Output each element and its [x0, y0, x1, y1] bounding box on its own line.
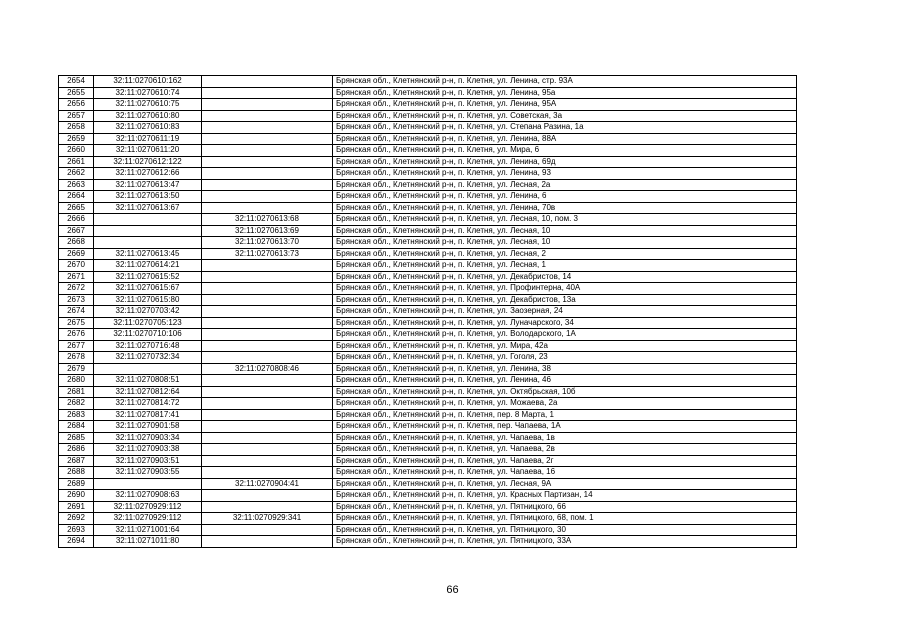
related-cadastral-number-cell — [202, 432, 333, 444]
registry-table — [58, 75, 797, 548]
table-row — [59, 214, 797, 226]
address-cell: Брянская обл., Клетнянский р-н, п. Клетня, ул. Пятницкого, 30 — [333, 524, 797, 536]
cadastral-number-cell — [94, 225, 202, 237]
cadastral-number-cell: 32:11:0270703:42 — [94, 306, 202, 318]
table-row — [59, 398, 797, 410]
related-cadastral-number-cell — [202, 76, 333, 88]
row-number-cell: 2673 — [59, 294, 94, 306]
address-cell: Брянская обл., Клетнянский р-н, п. Клетня, пер. Чапаева, 1А — [333, 421, 797, 433]
related-cadastral-number-cell — [202, 168, 333, 180]
related-cadastral-number-cell — [202, 490, 333, 502]
cadastral-number-cell: 32:11:0270615:67 — [94, 283, 202, 295]
related-cadastral-number-cell — [202, 156, 333, 168]
cadastral-number-cell: 32:11:0270610:162 — [94, 76, 202, 88]
cadastral-number-cell: 32:11:0270610:80 — [94, 110, 202, 122]
cadastral-number-cell: 32:11:0270808:51 — [94, 375, 202, 387]
cadastral-number-cell: 32:11:0270613:50 — [94, 191, 202, 203]
cadastral-number-cell: 32:11:0270610:75 — [94, 99, 202, 111]
address-cell: Брянская обл., Клетнянский р-н, п. Клетня, ул. Лесная, 2а — [333, 179, 797, 191]
row-number-cell: 2675 — [59, 317, 94, 329]
table-row — [59, 432, 797, 444]
address-cell: Брянская обл., Клетнянский р-н, п. Клетня, ул. Луначарского, 34 — [333, 317, 797, 329]
table-row — [59, 478, 797, 490]
address-cell: Брянская обл., Клетнянский р-н, п. Клетня, ул. Заозерная, 24 — [333, 306, 797, 318]
cadastral-number-cell: 32:11:0270812:64 — [94, 386, 202, 398]
table-row — [59, 156, 797, 168]
cadastral-number-cell: 32:11:0270611:20 — [94, 145, 202, 157]
address-cell: Брянская обл., Клетнянский р-н, п. Клетня, ул. Мира, 42а — [333, 340, 797, 352]
related-cadastral-number-cell — [202, 455, 333, 467]
cadastral-number-cell — [94, 363, 202, 375]
related-cadastral-number-cell — [202, 444, 333, 456]
related-cadastral-number-cell — [202, 306, 333, 318]
related-cadastral-number-cell — [202, 294, 333, 306]
cadastral-number-cell: 32:11:0270710:106 — [94, 329, 202, 341]
cadastral-number-cell: 32:11:0270903:34 — [94, 432, 202, 444]
table-row — [59, 352, 797, 364]
table-row — [59, 283, 797, 295]
page-number: 66 — [446, 584, 459, 596]
address-cell: Брянская обл., Клетнянский р-н, п. Клетня, ул. Можаева, 2а — [333, 398, 797, 410]
table-row — [59, 122, 797, 134]
cadastral-number-cell — [94, 237, 202, 249]
row-number-cell: 2693 — [59, 524, 94, 536]
row-number-cell: 2691 — [59, 501, 94, 513]
related-cadastral-number-cell — [202, 536, 333, 548]
table-row — [59, 179, 797, 191]
address-cell: Брянская обл., Клетнянский р-н, п. Клетня, ул. Октябрьская, 10б — [333, 386, 797, 398]
table-row — [59, 76, 797, 88]
row-number-cell: 2678 — [59, 352, 94, 364]
related-cadastral-number-cell — [202, 409, 333, 421]
cadastral-number-cell — [94, 478, 202, 490]
row-number-cell: 2659 — [59, 133, 94, 145]
related-cadastral-number-cell — [202, 145, 333, 157]
related-cadastral-number-cell — [202, 260, 333, 272]
address-cell: Брянская обл., Клетнянский р-н, п. Клетня, ул. Ленина, 38 — [333, 363, 797, 375]
row-number-cell: 2683 — [59, 409, 94, 421]
cadastral-number-cell: 32:11:0270901:58 — [94, 421, 202, 433]
table-row — [59, 421, 797, 433]
address-cell: Брянская обл., Клетнянский р-н, п. Клетня, ул. Ленина, 95А — [333, 99, 797, 111]
cadastral-number-cell: 32:11:0270613:47 — [94, 179, 202, 191]
table-row — [59, 294, 797, 306]
table-row — [59, 145, 797, 157]
table-row — [59, 329, 797, 341]
related-cadastral-number-cell — [202, 524, 333, 536]
address-cell: Брянская обл., Клетнянский р-н, п. Клетня, ул. Ленина, 88А — [333, 133, 797, 145]
related-cadastral-number-cell — [202, 375, 333, 387]
cadastral-number-cell — [94, 214, 202, 226]
cadastral-number-cell: 32:11:0270611:19 — [94, 133, 202, 145]
table-row — [59, 99, 797, 111]
table-row — [59, 340, 797, 352]
address-cell: Брянская обл., Клетнянский р-н, п. Клетня, ул. Мира, 6 — [333, 145, 797, 157]
related-cadastral-number-cell — [202, 202, 333, 214]
table-row — [59, 490, 797, 502]
address-cell: Брянская обл., Клетнянский р-н, п. Клетня, ул. Чапаева, 16 — [333, 467, 797, 479]
cadastral-number-cell: 32:11:0270929:112 — [94, 501, 202, 513]
cadastral-number-cell: 32:11:0271011:80 — [94, 536, 202, 548]
table-row — [59, 375, 797, 387]
table-row — [59, 455, 797, 467]
cadastral-number-cell: 32:11:0270817:41 — [94, 409, 202, 421]
related-cadastral-number-cell — [202, 340, 333, 352]
related-cadastral-number-cell: 32:11:0270613:69 — [202, 225, 333, 237]
row-number-cell: 2692 — [59, 513, 94, 525]
row-number-cell: 2676 — [59, 329, 94, 341]
cadastral-number-cell: 32:11:0270615:80 — [94, 294, 202, 306]
row-number-cell: 2686 — [59, 444, 94, 456]
related-cadastral-number-cell — [202, 421, 333, 433]
address-cell: Брянская обл., Клетнянский р-н, п. Клетня, ул. Володарского, 1А — [333, 329, 797, 341]
address-cell: Брянская обл., Клетнянский р-н, п. Клетня, ул. Чапаева, 2г — [333, 455, 797, 467]
cadastral-number-cell: 32:11:0270716:48 — [94, 340, 202, 352]
address-cell: Брянская обл., Клетнянский р-н, п. Клетня, ул. Декабристов, 14 — [333, 271, 797, 283]
table-row — [59, 248, 797, 260]
related-cadastral-number-cell — [202, 467, 333, 479]
table-row — [59, 409, 797, 421]
row-number-cell: 2669 — [59, 248, 94, 260]
registry-table-body — [59, 76, 797, 548]
related-cadastral-number-cell — [202, 110, 333, 122]
row-number-cell: 2694 — [59, 536, 94, 548]
related-cadastral-number-cell — [202, 501, 333, 513]
row-number-cell: 2681 — [59, 386, 94, 398]
cadastral-number-cell: 32:11:0270903:55 — [94, 467, 202, 479]
cadastral-number-cell: 32:11:0271001:64 — [94, 524, 202, 536]
table-row — [59, 317, 797, 329]
table-row — [59, 87, 797, 99]
cadastral-number-cell: 32:11:0270908:63 — [94, 490, 202, 502]
table-row — [59, 225, 797, 237]
cadastral-number-cell: 32:11:0270612:122 — [94, 156, 202, 168]
related-cadastral-number-cell — [202, 352, 333, 364]
related-cadastral-number-cell: 32:11:0270904:41 — [202, 478, 333, 490]
row-number-cell: 2667 — [59, 225, 94, 237]
cadastral-number-cell: 32:11:0270903:51 — [94, 455, 202, 467]
row-number-cell: 2666 — [59, 214, 94, 226]
row-number-cell: 2687 — [59, 455, 94, 467]
related-cadastral-number-cell — [202, 398, 333, 410]
address-cell: Брянская обл., Клетнянский р-н, п. Клетня, ул. Гоголя, 23 — [333, 352, 797, 364]
table-row — [59, 524, 797, 536]
cadastral-number-cell: 32:11:0270903:38 — [94, 444, 202, 456]
row-number-cell: 2680 — [59, 375, 94, 387]
cadastral-number-cell: 32:11:0270705:123 — [94, 317, 202, 329]
cadastral-number-cell: 32:11:0270615:52 — [94, 271, 202, 283]
row-number-cell: 2679 — [59, 363, 94, 375]
related-cadastral-number-cell — [202, 179, 333, 191]
row-number-cell: 2662 — [59, 168, 94, 180]
address-cell: Брянская обл., Клетнянский р-н, п. Клетня, ул. Советская, 3а — [333, 110, 797, 122]
address-cell: Брянская обл., Клетнянский р-н, п. Клетня, ул. Лесная, 1 — [333, 260, 797, 272]
table-row — [59, 237, 797, 249]
row-number-cell: 2677 — [59, 340, 94, 352]
related-cadastral-number-cell: 32:11:0270613:73 — [202, 248, 333, 260]
address-cell: Брянская обл., Клетнянский р-н, п. Клетня, ул. Лесная, 10 — [333, 225, 797, 237]
row-number-cell: 2688 — [59, 467, 94, 479]
related-cadastral-number-cell — [202, 133, 333, 145]
row-number-cell: 2685 — [59, 432, 94, 444]
row-number-cell: 2670 — [59, 260, 94, 272]
address-cell: Брянская обл., Клетнянский р-н, п. Клетня, ул. Пятницкого, 68, пом. 1 — [333, 513, 797, 525]
cadastral-number-cell: 32:11:0270612:66 — [94, 168, 202, 180]
cadastral-number-cell: 32:11:0270929:112 — [94, 513, 202, 525]
row-number-cell: 2657 — [59, 110, 94, 122]
address-cell: Брянская обл., Клетнянский р-н, п. Клетня, пер. 8 Марта, 1 — [333, 409, 797, 421]
row-number-cell: 2660 — [59, 145, 94, 157]
row-number-cell: 2689 — [59, 478, 94, 490]
row-number-cell: 2658 — [59, 122, 94, 134]
address-cell: Брянская обл., Клетнянский р-н, п. Клетня, ул. Ленина, 70в — [333, 202, 797, 214]
row-number-cell: 2690 — [59, 490, 94, 502]
related-cadastral-number-cell: 32:11:0270808:46 — [202, 363, 333, 375]
table-row — [59, 260, 797, 272]
related-cadastral-number-cell — [202, 191, 333, 203]
table-row — [59, 133, 797, 145]
related-cadastral-number-cell — [202, 386, 333, 398]
table-row — [59, 202, 797, 214]
related-cadastral-number-cell — [202, 329, 333, 341]
table-row — [59, 363, 797, 375]
row-number-cell: 2665 — [59, 202, 94, 214]
address-cell: Брянская обл., Клетнянский р-н, п. Клетня, ул. Профинтерна, 40А — [333, 283, 797, 295]
related-cadastral-number-cell — [202, 271, 333, 283]
related-cadastral-number-cell: 32:11:0270929:341 — [202, 513, 333, 525]
table-row — [59, 271, 797, 283]
address-cell: Брянская обл., Клетнянский р-н, п. Клетня, ул. Лесная, 10, пом. 3 — [333, 214, 797, 226]
address-cell: Брянская обл., Клетнянский р-н, п. Клетня, ул. Ленина, стр. 93А — [333, 76, 797, 88]
row-number-cell: 2663 — [59, 179, 94, 191]
table-row — [59, 191, 797, 203]
address-cell: Брянская обл., Клетнянский р-н, п. Клетня, ул. Лесная, 9А — [333, 478, 797, 490]
related-cadastral-number-cell — [202, 283, 333, 295]
related-cadastral-number-cell: 32:11:0270613:70 — [202, 237, 333, 249]
address-cell: Брянская обл., Клетнянский р-н, п. Клетня, ул. Ленина, 6 — [333, 191, 797, 203]
address-cell: Брянская обл., Клетнянский р-н, п. Клетня, ул. Ленина, 46 — [333, 375, 797, 387]
row-number-cell: 2671 — [59, 271, 94, 283]
address-cell: Брянская обл., Клетнянский р-н, п. Клетня, ул. Лесная, 2 — [333, 248, 797, 260]
table-row — [59, 513, 797, 525]
table-row — [59, 306, 797, 318]
table-row — [59, 110, 797, 122]
row-number-cell: 2682 — [59, 398, 94, 410]
related-cadastral-number-cell — [202, 122, 333, 134]
cadastral-number-cell: 32:11:0270613:45 — [94, 248, 202, 260]
address-cell: Брянская обл., Клетнянский р-н, п. Клетня, ул. Лесная, 10 — [333, 237, 797, 249]
row-number-cell: 2672 — [59, 283, 94, 295]
table-row — [59, 386, 797, 398]
address-cell: Брянская обл., Клетнянский р-н, п. Клетня, ул. Чапаева, 2в — [333, 444, 797, 456]
row-number-cell: 2661 — [59, 156, 94, 168]
row-number-cell: 2684 — [59, 421, 94, 433]
cadastral-number-cell: 32:11:0270610:74 — [94, 87, 202, 99]
address-cell: Брянская обл., Клетнянский р-н, п. Клетня, ул. Степана Разина, 1а — [333, 122, 797, 134]
address-cell: Брянская обл., Клетнянский р-н, п. Клетня, ул. Пятницкого, 33А — [333, 536, 797, 548]
address-cell: Брянская обл., Клетнянский р-н, п. Клетня, ул. Чапаева, 1в — [333, 432, 797, 444]
table-row — [59, 467, 797, 479]
row-number-cell: 2664 — [59, 191, 94, 203]
cadastral-number-cell: 32:11:0270814:72 — [94, 398, 202, 410]
cadastral-number-cell: 32:11:0270610:83 — [94, 122, 202, 134]
cadastral-number-cell: 32:11:0270613:67 — [94, 202, 202, 214]
address-cell: Брянская обл., Клетнянский р-н, п. Клетня, ул. Пятницкого, 66 — [333, 501, 797, 513]
address-cell: Брянская обл., Клетнянский р-н, п. Клетня, ул. Красных Партизан, 14 — [333, 490, 797, 502]
table-row — [59, 536, 797, 548]
table-row — [59, 444, 797, 456]
related-cadastral-number-cell — [202, 99, 333, 111]
related-cadastral-number-cell — [202, 87, 333, 99]
address-cell: Брянская обл., Клетнянский р-н, п. Клетня, ул. Ленина, 95а — [333, 87, 797, 99]
address-cell: Брянская обл., Клетнянский р-н, п. Клетня, ул. Ленина, 69д — [333, 156, 797, 168]
table-row — [59, 501, 797, 513]
address-cell: Брянская обл., Клетнянский р-н, п. Клетня, ул. Декабристов, 13а — [333, 294, 797, 306]
row-number-cell: 2654 — [59, 76, 94, 88]
row-number-cell: 2674 — [59, 306, 94, 318]
related-cadastral-number-cell: 32:11:0270613:68 — [202, 214, 333, 226]
cadastral-number-cell: 32:11:0270614:21 — [94, 260, 202, 272]
address-cell: Брянская обл., Клетнянский р-н, п. Клетня, ул. Ленина, 93 — [333, 168, 797, 180]
row-number-cell: 2655 — [59, 87, 94, 99]
row-number-cell: 2656 — [59, 99, 94, 111]
cadastral-number-cell: 32:11:0270732:34 — [94, 352, 202, 364]
row-number-cell: 2668 — [59, 237, 94, 249]
related-cadastral-number-cell — [202, 317, 333, 329]
table-row — [59, 168, 797, 180]
